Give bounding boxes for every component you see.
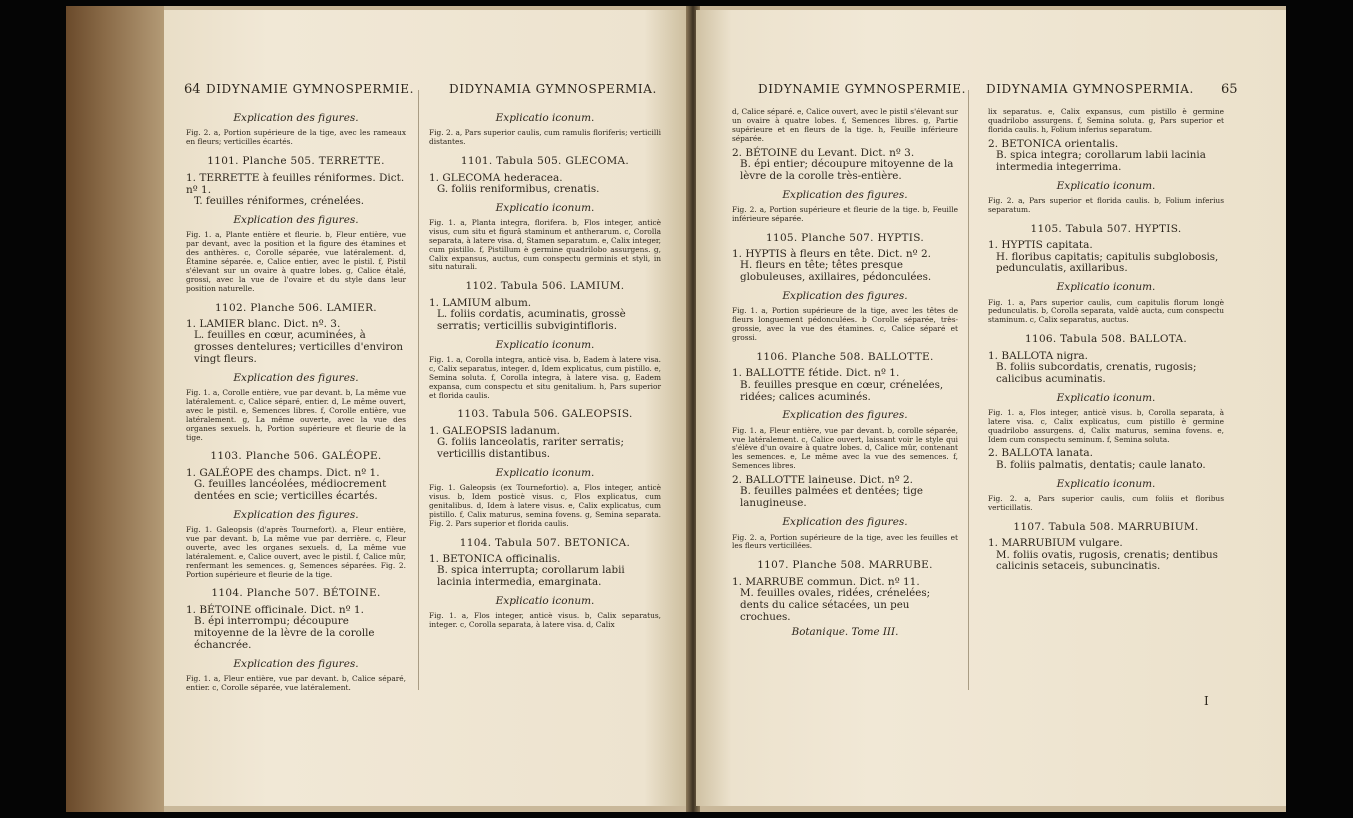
running-head: DIDYNAMIE GYMNOSPERMIE. bbox=[206, 82, 415, 96]
figure-caption: Fig. 1. Galeopsis (d'après Tournefort). a, Fleur entière, vue par devant. b, La même vue par derrière. c, Fleur ouverte, avec les organes sexuels. d, La même vue latéralement. e, Calice ouvert, avec le pistil. f, Calice mûr, renfermant les semences. g, Semences séparées. Fig. 2. Portion supérieure et fleurie de la tige. bbox=[186, 525, 406, 579]
species-description: B. spica interrupta; corollarum labii lacinia intermedia, emarginata. bbox=[437, 564, 625, 589]
plate-heading: 1106. Tabula 508. BALLOTA. bbox=[1024, 333, 1187, 346]
species-title: 1. BALLOTA nigra. bbox=[988, 349, 1089, 362]
species-description: M. foliis ovatis, rugosis, crenatis; dentibus calicinis setaceis, subuncinatis. bbox=[996, 548, 1218, 573]
french-column bbox=[186, 106, 406, 696]
species-description: M. feuilles ovales, ridées, crénelées; dents du calice sétacées, un peu crochues. bbox=[740, 587, 931, 623]
species-description: H. fleurs en tête; têtes presque globuleuses, axillaires, pédonculées. bbox=[740, 259, 932, 284]
species-title: 1. BÉTOINE officinale. Dict. nº 1. bbox=[186, 603, 364, 616]
figure-caption: Fig. 2. a, Pars superior caulis, cum foliis et floribus verticillatis. bbox=[988, 494, 1224, 512]
plate-heading: 1101. Tabula 505. GLECOMA. bbox=[460, 155, 630, 168]
species-title: 1. BETONICA officinalis. bbox=[429, 553, 561, 566]
section-heading: Explicatio iconum. bbox=[495, 201, 595, 214]
section-heading: Explication des figures. bbox=[233, 508, 359, 521]
species-title: 2. BALLOTA lanata. bbox=[988, 447, 1094, 460]
figure-caption: Fig. 1. a, Corolle entière, vue par devant. b, La même vue latéralement. c, Calice séparé, entier. d, Le même ouvert, avec le pistil. e, Semences libres. f, Corolle entière, vue latéralement. g, La même ouverte, avec la vue des organes sexuels. h, Portion supérieure et fleurie de la tige. bbox=[186, 388, 406, 442]
species-title: 1. LAMIUM album. bbox=[429, 296, 532, 309]
running-head: DIDYNAMIA GYMNOSPERMIA. bbox=[449, 82, 657, 96]
species-description: B. foliis palmatis, dentatis; caule lanato. bbox=[996, 458, 1206, 471]
plate-heading: 1104. Planche 507. BÉTOINE. bbox=[211, 587, 381, 600]
figure-caption: Fig. 1. a, Pars superior caulis, cum capitulis florum longè pedunculatis. b, Corolla separata, valdè aucta, cum conspectu staminum. c, Calix separatus, auctus. bbox=[988, 297, 1224, 325]
species-description: B. spica integra; corollarum labii lacinia intermedia integerrima. bbox=[996, 149, 1206, 173]
species-title: 1. MARRUBIUM vulgare. bbox=[988, 537, 1123, 550]
right-page bbox=[696, 10, 1286, 806]
species-description: G. feuilles lancéolées, médiocrement dentées en scie; verticilles écartés. bbox=[194, 478, 387, 503]
figure-caption: Fig. 2. a, Portion supérieure et fleurie de la tige. b, Feuille inférieure séparée. bbox=[732, 204, 958, 223]
species-title: 2. BALLOTTE laineuse. Dict. nº 2. bbox=[732, 474, 914, 487]
figure-caption: Fig. 1. a, Fleur entière, vue par devant. b, Calice séparé, entier. c, Corolle séparée, vue latéralement. bbox=[186, 674, 406, 692]
figure-caption: Fig. 1. Galeopsis (ex Tournefortio). a, Flos integer, anticè visus. b, Idem posticè visus. c, Flos explicatus, cum genitalibus. d, Idem à latere visus. e, Calix explicatus, cum pistillo. f, Calix maturus, semina fovens. g, Semina separata. Fig. 2. Pars superior et florida caulis. bbox=[429, 483, 661, 528]
section-heading: Explicatio iconum. bbox=[1056, 179, 1156, 192]
section-heading: Explicatio iconum. bbox=[495, 466, 595, 479]
plate-heading: 1107. Tabula 508. MARRUBIUM. bbox=[1013, 520, 1199, 533]
plate-heading: 1102. Planche 506. LAMIER. bbox=[215, 301, 377, 314]
section-heading: Explicatio iconum. bbox=[1056, 281, 1156, 294]
species-title: 1. GALEOPSIS ladanum. bbox=[429, 424, 560, 437]
left-page bbox=[164, 10, 686, 806]
plate-heading: 1102. Tabula 506. LAMIUM. bbox=[465, 280, 625, 293]
species-description: L. feuilles en cœur, acuminées, à grosses dentelures; verticilles d'environ vingt fleurs. bbox=[194, 329, 404, 365]
species-title: 1. GALÉOPE des champs. Dict. nº 1. bbox=[186, 466, 380, 479]
open-book bbox=[66, 6, 1286, 812]
running-head: DIDYNAMIA GYMNOSPERMIA. bbox=[986, 82, 1194, 96]
species-title: 1. HYPTIS à fleurs en tête. Dict. nº 2. bbox=[732, 248, 931, 261]
species-description: B. feuilles presque en cœur, crénelées, ridées; calices acuminés. bbox=[740, 378, 944, 403]
figure-caption: Fig. 1. a, Planta integra, florifera. b, Flos integer, anticè visus, cum situ et figurâ staminum et antherarum. c, Corolla separata, à latere visa. d, Stamen separatum. e, Calix integer, cum pistillo. f, Pistillum è germine quadrilobo assurgens. g, Calix expansus, auctus, cum conspectu germinis et styli, in situ naturali. bbox=[429, 218, 661, 272]
species-title: 1. GLECOMA hederacea. bbox=[429, 171, 563, 184]
species-title: 1. LAMIER blanc. Dict. nº. 3. bbox=[186, 317, 341, 330]
figure-caption: Fig. 1. a, Flos integer, anticè visus. b, Calix separatus, integer. c, Corolla separata, à latere visa. d, Calix bbox=[429, 611, 661, 630]
column-rule bbox=[968, 90, 969, 690]
section-heading: Explication des figures. bbox=[782, 188, 908, 201]
plate-heading: 1103. Planche 506. GALÉOPE. bbox=[210, 450, 382, 463]
species-description: B. feuilles palmées et dentées; tige lanugineuse. bbox=[740, 485, 924, 510]
section-heading: Explication des figures. bbox=[233, 112, 359, 124]
species-description: G. foliis lanceolatis, rariter serratis; verticillis distantibus. bbox=[437, 436, 624, 461]
plate-heading: 1101. Planche 505. TERRETTE. bbox=[207, 155, 385, 168]
plate-heading: 1105. Tabula 507. HYPTIS. bbox=[1030, 222, 1182, 235]
plate-heading: 1104. Tabula 507. BETONICA. bbox=[459, 536, 631, 549]
section-heading: Explication des figures. bbox=[233, 371, 359, 384]
figure-caption: Fig. 1. a, Corolla integra, anticè visa. b, Eadem à latere visa. c, Calix separatus, integer. d, Idem explicatus, cum pistillo. e, Semina soluta. f, Corolla integra, à latere visa. g, Eadem expansa, cum conspectu et situ genitalium. h, Pars superior et florida caulis. bbox=[429, 355, 661, 400]
figure-caption: Fig. 1. a, Portion supérieure de la tige, avec les têtes de fleurs longuement pédonculées. b Corolle séparée, très-grossie, avec la vue des étamines. c, Calice séparé et grossi. bbox=[732, 306, 958, 343]
species-title: 1. MARRUBE commun. Dict. nº 11. bbox=[732, 575, 920, 588]
latin-column bbox=[988, 106, 1224, 576]
running-head: DIDYNAMIE GYMNOSPERMIE. bbox=[758, 82, 967, 96]
figure-caption: Fig. 1. a, Flos integer, anticè visus. b, Corolla separata, à latere visa. c, Calix explicatus, cum pistillo è germine quadrilobo assurgens. d, Calix maturus, semina fovens. e, Idem cum conspectu seminum. f, Semina soluta. bbox=[988, 407, 1224, 444]
species-title: 2. BÉTOINE du Levant. Dict. nº 3. bbox=[732, 146, 915, 159]
figure-caption: Fig. 2. a, Pars superior caulis, cum ramulis floriferis; verticilli distantes. bbox=[429, 128, 661, 147]
figure-caption: d, Calice séparé. e, Calice ouvert, avec le pistil s'élevant sur un ovaire à quatre lobes. f, Semences libres. g, Partie supérieure et en fleurs de la tige. h, Feuille inférieure séparée. bbox=[732, 107, 958, 143]
species-title: 1. BALLOTTE fétide. Dict. nº 1. bbox=[732, 367, 900, 380]
column-rule bbox=[418, 90, 419, 690]
page-edges bbox=[66, 6, 164, 812]
species-description: L. foliis cordatis, acuminatis, grossè serratis; verticillis subvigintifloris. bbox=[437, 308, 626, 332]
section-heading: Explication des figures. bbox=[782, 409, 908, 422]
species-title: 1. HYPTIS capitata. bbox=[988, 239, 1093, 252]
figure-caption: Fig. 1. a, Plante entière et fleurie. b, Fleur entière, vue par devant, avec la position et la figure des étamines et des anthères. c, Corolle séparée, vue latéralement. d, Étamine séparée. e, Calice entier, avec le pistil. f, Pistil s'élevant sur un ovaire à quatre lobes. g, Calice étalé, grossi, avec la vue de l'ovaire et du style dans leur position naturelle. bbox=[186, 230, 406, 293]
section-heading: Explicatio iconum. bbox=[495, 112, 595, 124]
section-heading: Explication des figures. bbox=[233, 214, 359, 227]
figure-caption: Fig. 2. a, Pars superior et florida caulis. b, Folium inferius separatum. bbox=[988, 196, 1224, 214]
section-heading: Explication des figures. bbox=[233, 657, 359, 670]
section-heading: Explicatio iconum. bbox=[495, 338, 595, 351]
species-description: B. foliis subcordatis, crenatis, rugosis; calicibus acuminatis. bbox=[996, 360, 1197, 385]
plate-heading: 1106. Planche 508. BALLOTTE. bbox=[756, 350, 934, 363]
section-heading: Explicatio iconum. bbox=[495, 595, 595, 608]
species-description: H. floribus capitatis; capitulis subglobosis, pedunculatis, axillaribus. bbox=[996, 250, 1219, 275]
figure-caption: Fig. 2. a, Portion supérieure de la tige, avec les feuilles et les fleurs verticillées. bbox=[732, 532, 958, 551]
figure-caption: lix separatus. e, Calix expansus, cum pistillo è germine quadrilobo assurgens. f, Semina soluta. g, Pars superior et florida caulis. h, Folium inferius separatum. bbox=[988, 107, 1224, 134]
plate-heading: 1105. Planche 507. HYPTIS. bbox=[765, 231, 924, 244]
latin-column bbox=[429, 106, 661, 633]
section-heading: Explication des figures. bbox=[782, 290, 908, 303]
species-description: B. épi entier; découpure mitoyenne de la lèvre de la corolle très-entière. bbox=[740, 157, 954, 182]
species-description: T. feuilles réniformes, crénelées. bbox=[194, 195, 365, 208]
page-number: 64 bbox=[184, 82, 201, 97]
species-description: B. épi interrompu; découpure mitoyenne de la lèvre de la corolle échancrée. bbox=[194, 615, 375, 651]
plate-heading: 1107. Planche 508. MARRUBE. bbox=[757, 559, 933, 572]
figure-caption: Fig. 2. a, Portion supérieure de la tige, avec les rameaux en fleurs; verticilles écartés. bbox=[186, 128, 406, 147]
section-heading: Explicatio iconum. bbox=[1056, 391, 1156, 404]
species-description: G. foliis reniformibus, crenatis. bbox=[437, 182, 600, 195]
plate-heading: 1103. Tabula 506. GALEOPSIS. bbox=[457, 408, 633, 421]
species-title: 2. BETONICA orientalis. bbox=[988, 137, 1119, 150]
signature-mark: I bbox=[1204, 694, 1209, 708]
species-title: 1. TERRETTE à feuilles réniformes. Dict. nº 1. bbox=[186, 171, 405, 196]
section-heading: Explication des figures. bbox=[782, 516, 908, 529]
figure-caption: Fig. 1. a, Fleur entière, vue par devant. b, corolle séparée, vue latéralement. c, Calice ouvert, laissant voir le style qui s'élève d'un ovaire à quatre lobes. d, Calice mûr, contenant les semences. e, Le même avec la vue des semences. f, Semences libres. bbox=[732, 425, 958, 471]
volume-footer: Botanique. Tome III. bbox=[791, 626, 899, 639]
section-heading: Explicatio iconum. bbox=[1056, 477, 1156, 490]
page-number: 65 bbox=[1221, 82, 1238, 97]
french-column bbox=[732, 106, 958, 639]
